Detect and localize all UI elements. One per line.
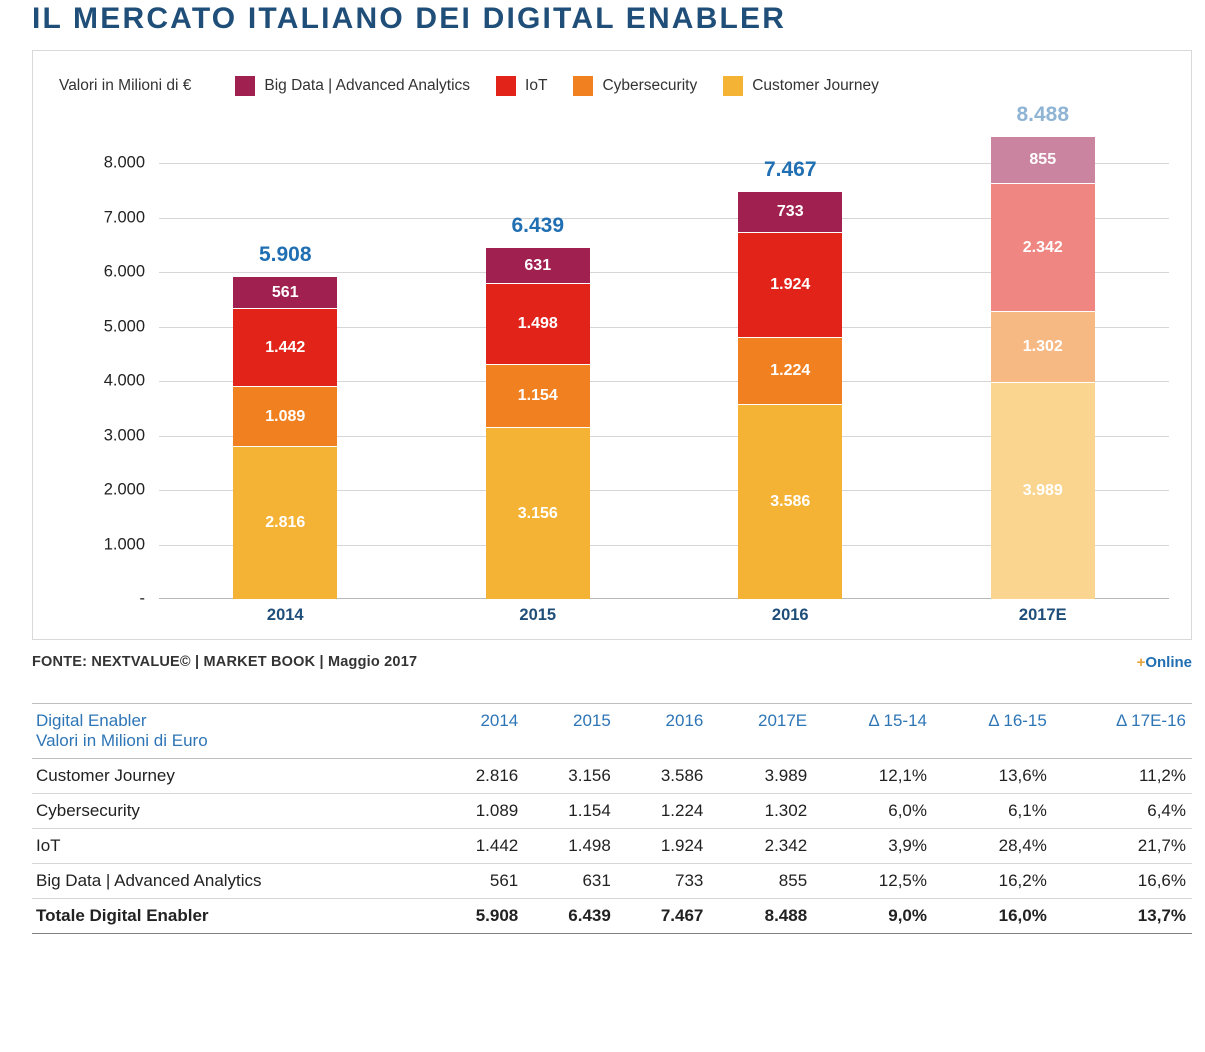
table-cell: 3.586 [617, 759, 710, 794]
x-axis-labels [159, 606, 1169, 625]
bar-segment[interactable]: 631 [486, 248, 590, 282]
table-total-cell: 6.439 [524, 899, 617, 934]
y-tick-label: 3.000 [103, 426, 145, 445]
bar-segment[interactable]: 1.154 [486, 364, 590, 427]
y-tick-label: 5.000 [103, 317, 145, 336]
bar-group [159, 102, 1169, 599]
x-axis-label: 2017E [1018, 606, 1067, 624]
bar-segment[interactable]: 561 [233, 277, 337, 308]
table-header-col-0: 2014 [432, 704, 525, 759]
x-axis-label: 2014 [266, 606, 304, 624]
bar-segment[interactable]: 1.302 [991, 311, 1095, 382]
table-row [32, 759, 1192, 794]
table-cell: 13,6% [933, 759, 1053, 794]
table-total-row [32, 899, 1192, 934]
table-total-cell: 13,7% [1053, 899, 1192, 934]
table-header-label [32, 704, 432, 759]
table-total-cell: 7.467 [617, 899, 710, 934]
chart-legend [59, 73, 1181, 99]
table-cell: 561 [432, 864, 525, 899]
plus-icon: + [1136, 654, 1146, 671]
data-table [32, 703, 1192, 934]
legend-swatch-customerjourney [723, 76, 743, 96]
page-title: IL MERCATO ITALIANO DEI DIGITAL ENABLER [32, 2, 787, 35]
y-tick-label: 4.000 [103, 371, 145, 390]
y-tick-label: 7.000 [103, 208, 145, 227]
legend-label-customerjourney: Customer Journey [752, 77, 879, 94]
chart-unit-label: Valori in Milioni di € [59, 77, 192, 94]
bar-segment[interactable]: 1.089 [233, 386, 337, 445]
table-row [32, 794, 1192, 829]
legend-item-cybersecurity[interactable] [573, 76, 697, 96]
legend-item-customerjourney[interactable] [723, 76, 879, 96]
y-axis [33, 109, 153, 608]
chart-plot-area [33, 102, 1191, 639]
table-cell: 16,2% [933, 864, 1053, 899]
bar-segment[interactable]: 2.816 [233, 446, 337, 599]
table-header-col-3: 2017E [709, 704, 813, 759]
table-cell: 1.498 [524, 829, 617, 864]
table-cell: 1.154 [524, 794, 617, 829]
online-label: Online [1145, 654, 1192, 671]
bar-column[interactable] [486, 109, 590, 599]
table-cell: 733 [617, 864, 710, 899]
y-tick-label: - [139, 589, 145, 608]
legend-item-iot[interactable] [496, 76, 547, 96]
source-row [32, 654, 1192, 671]
legend-swatch-bigdata [235, 76, 255, 96]
table-row-label: Big Data | Advanced Analytics [32, 864, 432, 899]
table-header-col-6: Δ 17E-16 [1053, 704, 1192, 759]
table-header-col-5: Δ 16-15 [933, 704, 1053, 759]
table-total-label: Totale Digital Enabler [32, 899, 432, 934]
table-cell: 1.089 [432, 794, 525, 829]
table-cell: 2.816 [432, 759, 525, 794]
bar-segment[interactable]: 733 [738, 192, 842, 232]
legend-swatch-cybersecurity [573, 76, 593, 96]
table-cell: 21,7% [1053, 829, 1192, 864]
table-header-col-1: 2015 [524, 704, 617, 759]
bar-segment[interactable]: 1.224 [738, 337, 842, 404]
table-cell: 12,5% [813, 864, 933, 899]
table-total-cell: 5.908 [432, 899, 525, 934]
table-cell: 855 [709, 864, 813, 899]
bar-column[interactable] [991, 102, 1095, 599]
legend-label-iot: IoT [525, 77, 548, 94]
table-total-cell: 16,0% [933, 899, 1053, 934]
table-row [32, 864, 1192, 899]
legend-label-cybersecurity: Cybersecurity [602, 77, 698, 94]
table-row [32, 829, 1192, 864]
table-cell: 631 [524, 864, 617, 899]
table-cell: 6,4% [1053, 794, 1192, 829]
table-cell: 1.302 [709, 794, 813, 829]
legend-label-bigdata: Big Data | Advanced Analytics [264, 77, 471, 94]
table-total-cell: 8.488 [709, 899, 813, 934]
table-cell: 3,9% [813, 829, 933, 864]
table-cell: 6,0% [813, 794, 933, 829]
table-body [32, 759, 1192, 934]
bar-total-label: 8.488 [1016, 102, 1070, 126]
bar-total-label: 5.908 [258, 243, 312, 267]
table-cell: 3.156 [524, 759, 617, 794]
table-header-row [32, 704, 1192, 759]
table-row-label: Customer Journey [32, 759, 432, 794]
x-axis-label: 2015 [519, 606, 557, 624]
table-total-cell: 9,0% [813, 899, 933, 934]
table-cell: 11,2% [1053, 759, 1192, 794]
table-head [32, 704, 1192, 759]
bar-segment[interactable]: 1.498 [486, 283, 590, 365]
table-header-label-line2: Valori in Milioni di Euro [36, 731, 208, 750]
table-cell: 28,4% [933, 829, 1053, 864]
bar-column[interactable] [233, 109, 337, 599]
table-header-col-4: Δ 15-14 [813, 704, 933, 759]
table-header-col-2: 2016 [617, 704, 710, 759]
y-tick-label: 1.000 [103, 535, 145, 554]
bar-segment[interactable]: 1.924 [738, 232, 842, 337]
bar-column[interactable] [738, 109, 842, 599]
page [0, 2, 1205, 1052]
online-tag[interactable] [1137, 654, 1192, 671]
source-text: FONTE: NEXTVALUE© | MARKET BOOK | Maggio 2017 [32, 654, 418, 670]
bar-segment[interactable]: 3.156 [486, 427, 590, 599]
bar-total-label: 6.439 [511, 214, 565, 238]
chart-card [32, 50, 1192, 640]
legend-item-bigdata[interactable] [235, 76, 470, 96]
y-tick-label: 2.000 [103, 480, 145, 499]
bar-segment[interactable]: 3.989 [991, 382, 1095, 599]
table-row-label: IoT [32, 829, 432, 864]
table-cell: 1.224 [617, 794, 710, 829]
table-row-label: Cybersecurity [32, 794, 432, 829]
y-tick-label: 6.000 [103, 262, 145, 281]
table-cell: 1.924 [617, 829, 710, 864]
bar-segment[interactable]: 3.586 [738, 404, 842, 599]
legend-swatch-iot [496, 76, 516, 96]
bar-segment[interactable]: 1.442 [233, 308, 337, 387]
table-cell: 6,1% [933, 794, 1053, 829]
bar-segment[interactable]: 2.342 [991, 183, 1095, 311]
table-header-label-line1: Digital Enabler [36, 711, 147, 730]
x-axis-label: 2016 [771, 606, 809, 624]
table-cell: 1.442 [432, 829, 525, 864]
table-cell: 12,1% [813, 759, 933, 794]
table-cell: 16,6% [1053, 864, 1192, 899]
table-cell: 3.989 [709, 759, 813, 794]
y-tick-label: 8.000 [103, 153, 145, 172]
table-cell: 2.342 [709, 829, 813, 864]
bar-total-label: 7.467 [763, 158, 817, 182]
bar-segment[interactable]: 855 [991, 137, 1095, 184]
